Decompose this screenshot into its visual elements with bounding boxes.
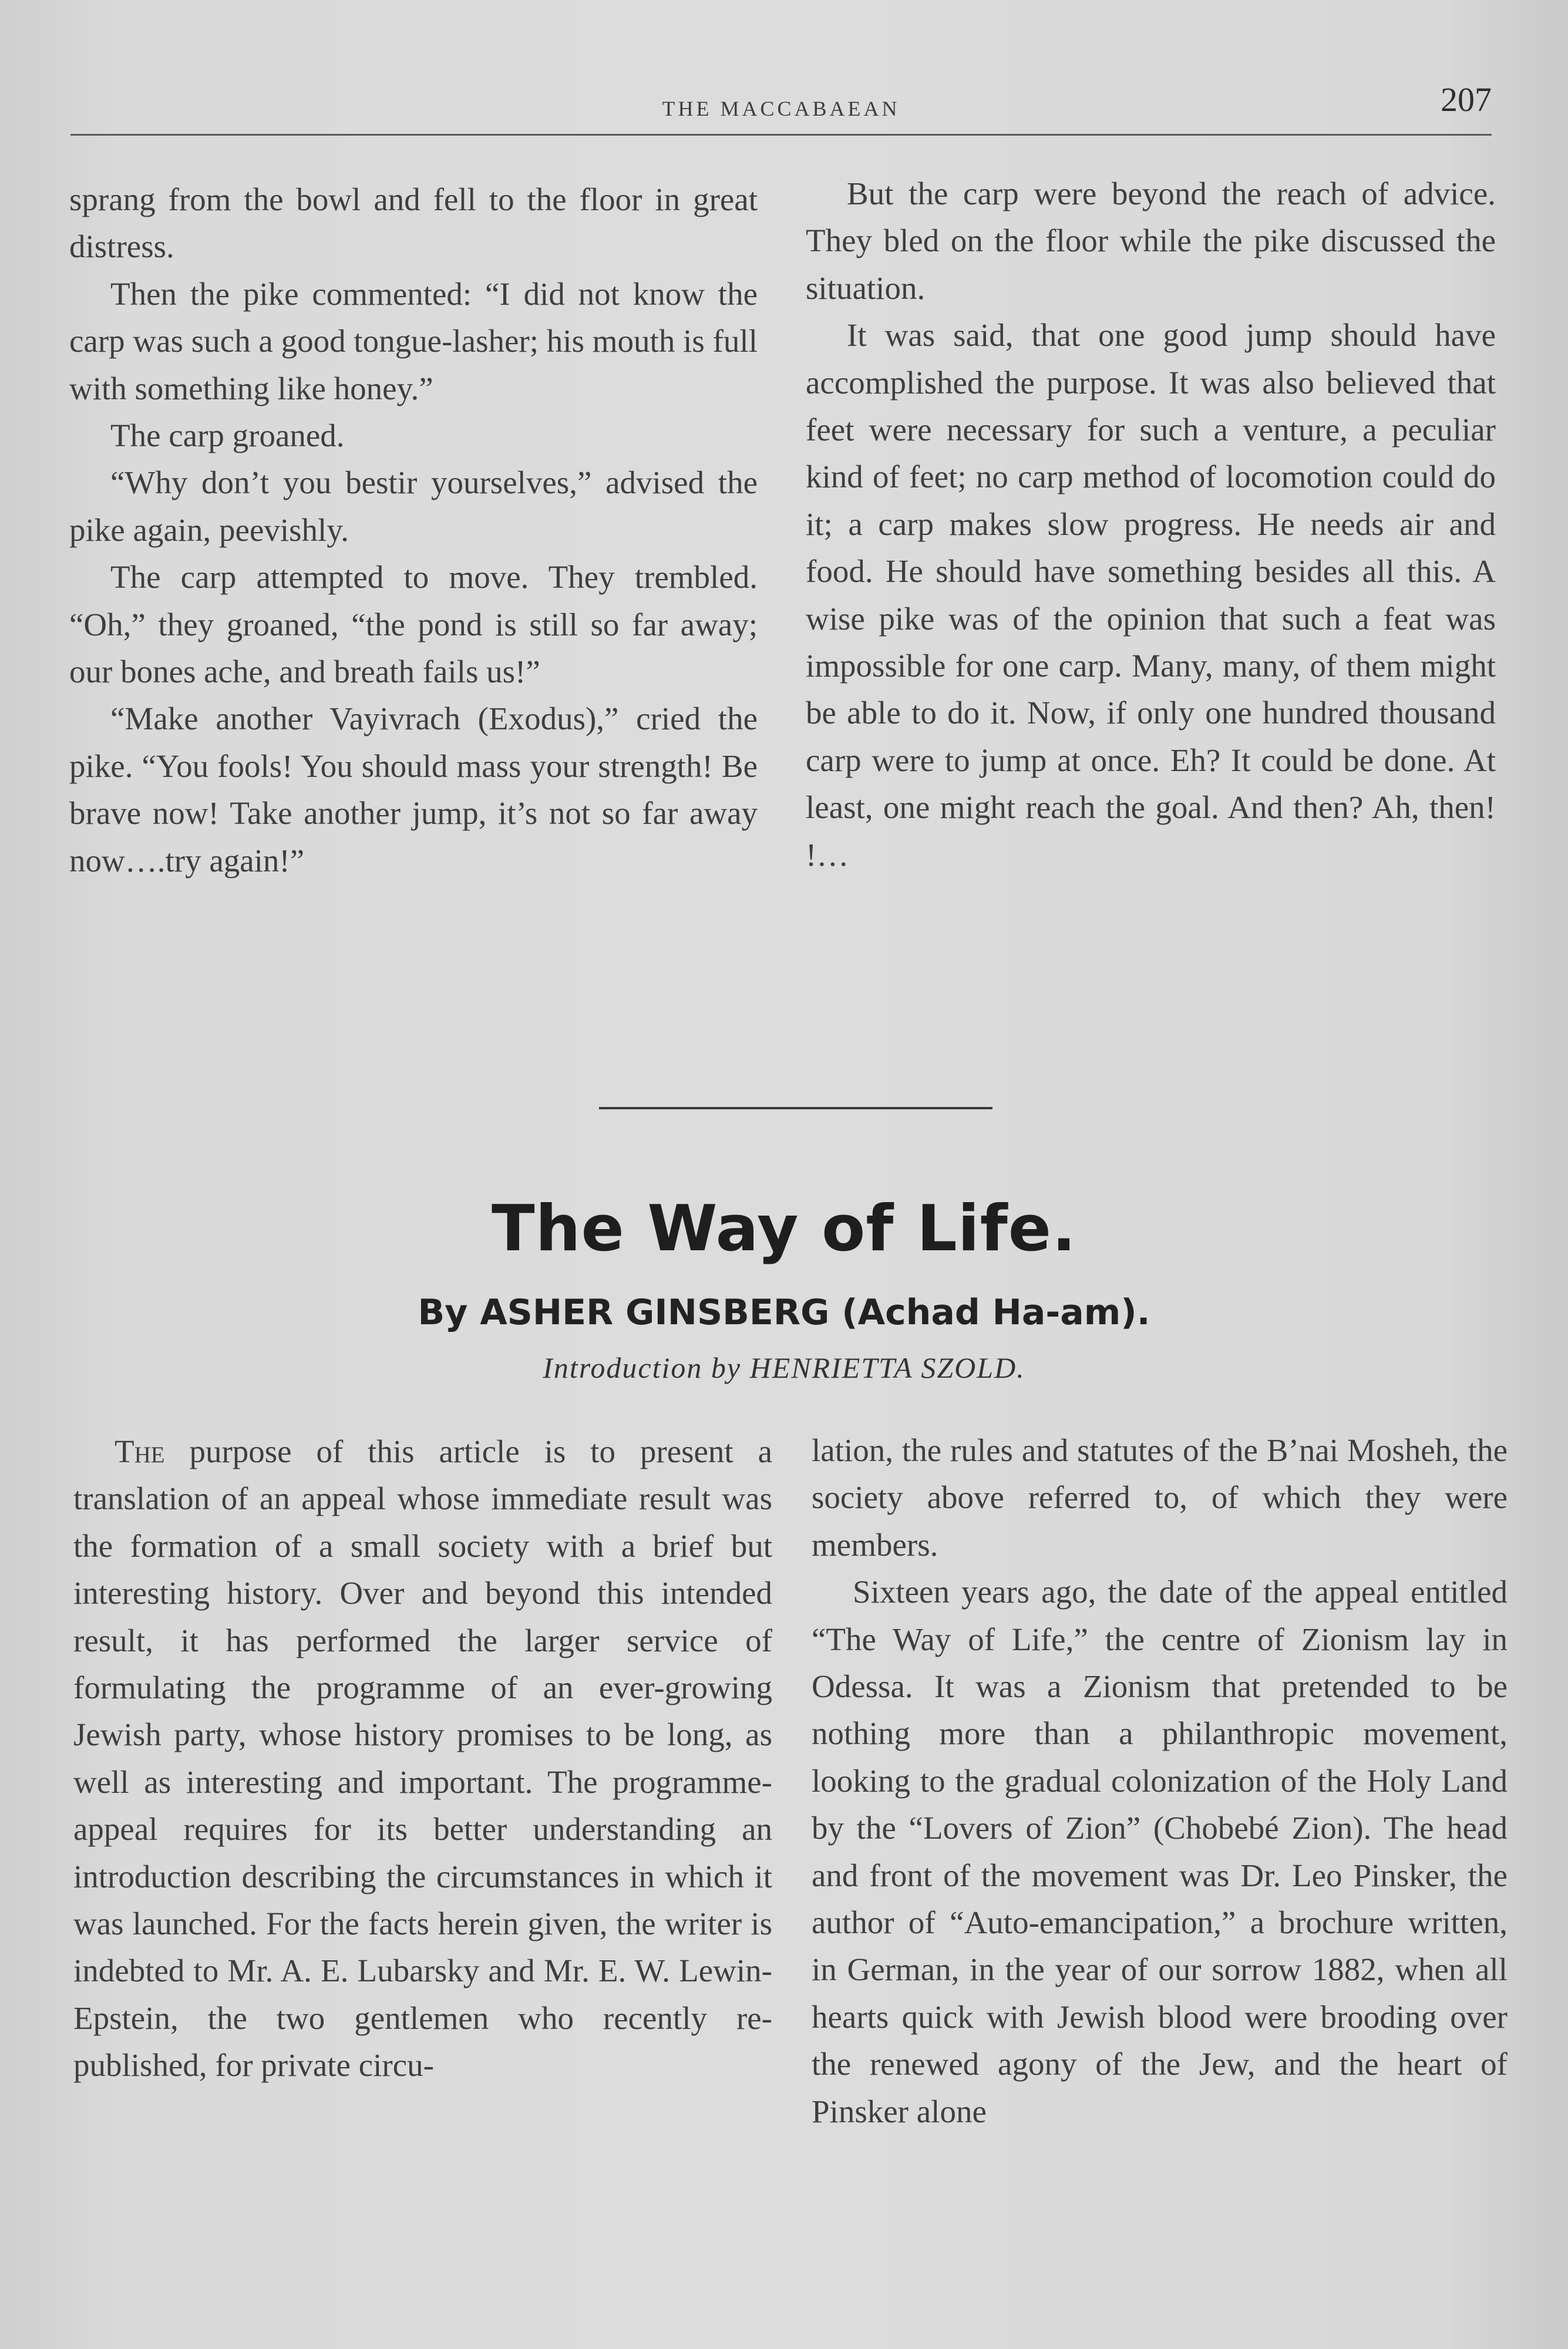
article-byline: By ASHER GINSBERG (Achad Ha-am). <box>418 1292 1150 1333</box>
running-head <box>70 80 1492 135</box>
paragraph: Then the pike commented: “I did not know the carp was such a good tongue-lasher; his mouth is full with something like honey.” <box>69 275 758 406</box>
paragraph: lation, the rules and statutes of the B’nai Mosheh, the society above referred to, of which they were members. <box>812 1432 1508 1563</box>
paragraph: Sixteen years ago, the date of the appeal entitled “The Way of Life,” the centre of Zionism lay in Odessa. It was a Zionism that pretended to be nothing more than a philanthropic movement, looking to the gradual colonization of the Holy Land by the “Lovers of Zion” (Chobebé Zion). The head and front of the movement was Dr. Leo Pinsker, the author of “Auto-emancipation,” a brochure written, in German, in the year of our sorrow 1882, when all hearts quick with Jewish blood were brooding over the renewed agony of the Jew, and the heart of Pinsker alone <box>812 1574 1508 2129</box>
paragraph <box>73 1428 772 2089</box>
paragraph: The carp attempted to move. They trembled. “Oh,” they groaned, “the pond is still so far away; our bones ache, and breath fails us!” <box>69 559 758 690</box>
column-bottom-left <box>73 1428 772 2089</box>
paragraph: The carp groaned. <box>110 418 345 454</box>
article-title: The Way of Life. <box>491 1192 1077 1266</box>
page-number: 207 <box>1441 80 1492 119</box>
header-rule <box>70 134 1492 136</box>
paragraph: But the carp were beyond the reach of advice. They bled on the floor while the pike discussed the situation. <box>806 176 1496 306</box>
article-intro-credit: Introduction by HENRIETTA SZOLD. <box>543 1351 1025 1384</box>
column-top-left <box>69 176 758 884</box>
paragraph: “Why don’t you bestir yourselves,” advised the pike again, peevishly. <box>69 465 758 548</box>
column-top-right <box>806 170 1496 879</box>
paragraph: sprang from the bowl and fell to the floor in great distress. <box>69 181 758 265</box>
paragraph: It was said, that one good jump should have accomplished the purpose. It was also believed that feet were necessary for such a venture, a peculiar kind of feet; no carp method of locomotion could do it; a carp makes slow progress. He needs air and food. He should have something besides all this. A wise pike was of the opinion that such a feat was impossible for one carp. Many, many, of them might be able to do it. Now, if only one hundred thousand carp were to jump at once. Eh? It could be done. At least, one might reach the goal. And then? Ah, then! !… <box>806 317 1496 873</box>
section-divider <box>599 1107 992 1109</box>
paragraph-text: purpose of this article is to present a translation of an appeal whose immediate result was the formation of a small society with a brief but interesting history. Over and beyond this intended result, it has performed the larger service of formulating the programme of an ever-growing Jewish party, whose history promises to be long, as well as interesting and important. The programme-appeal requires for its better understanding an introduction describing the circumstances in which it was launched. For the facts herein given, the writer is indebted to Mr. A. E. Lubarsky and Mr. E. W. Lewin-Epstein, the two gentlemen who recently re-published, for private circu- <box>73 1433 772 2084</box>
running-title: THE MACCABAEAN <box>662 97 900 120</box>
column-bottom-right <box>812 1427 1508 2135</box>
lead-word: The <box>115 1433 165 1469</box>
paragraph: “Make another Vayivrach (Exodus),” cried the pike. “You fools! You should mass your strength! Be brave now! Take another jump, it’s not so far away now….try again!” <box>69 701 758 879</box>
